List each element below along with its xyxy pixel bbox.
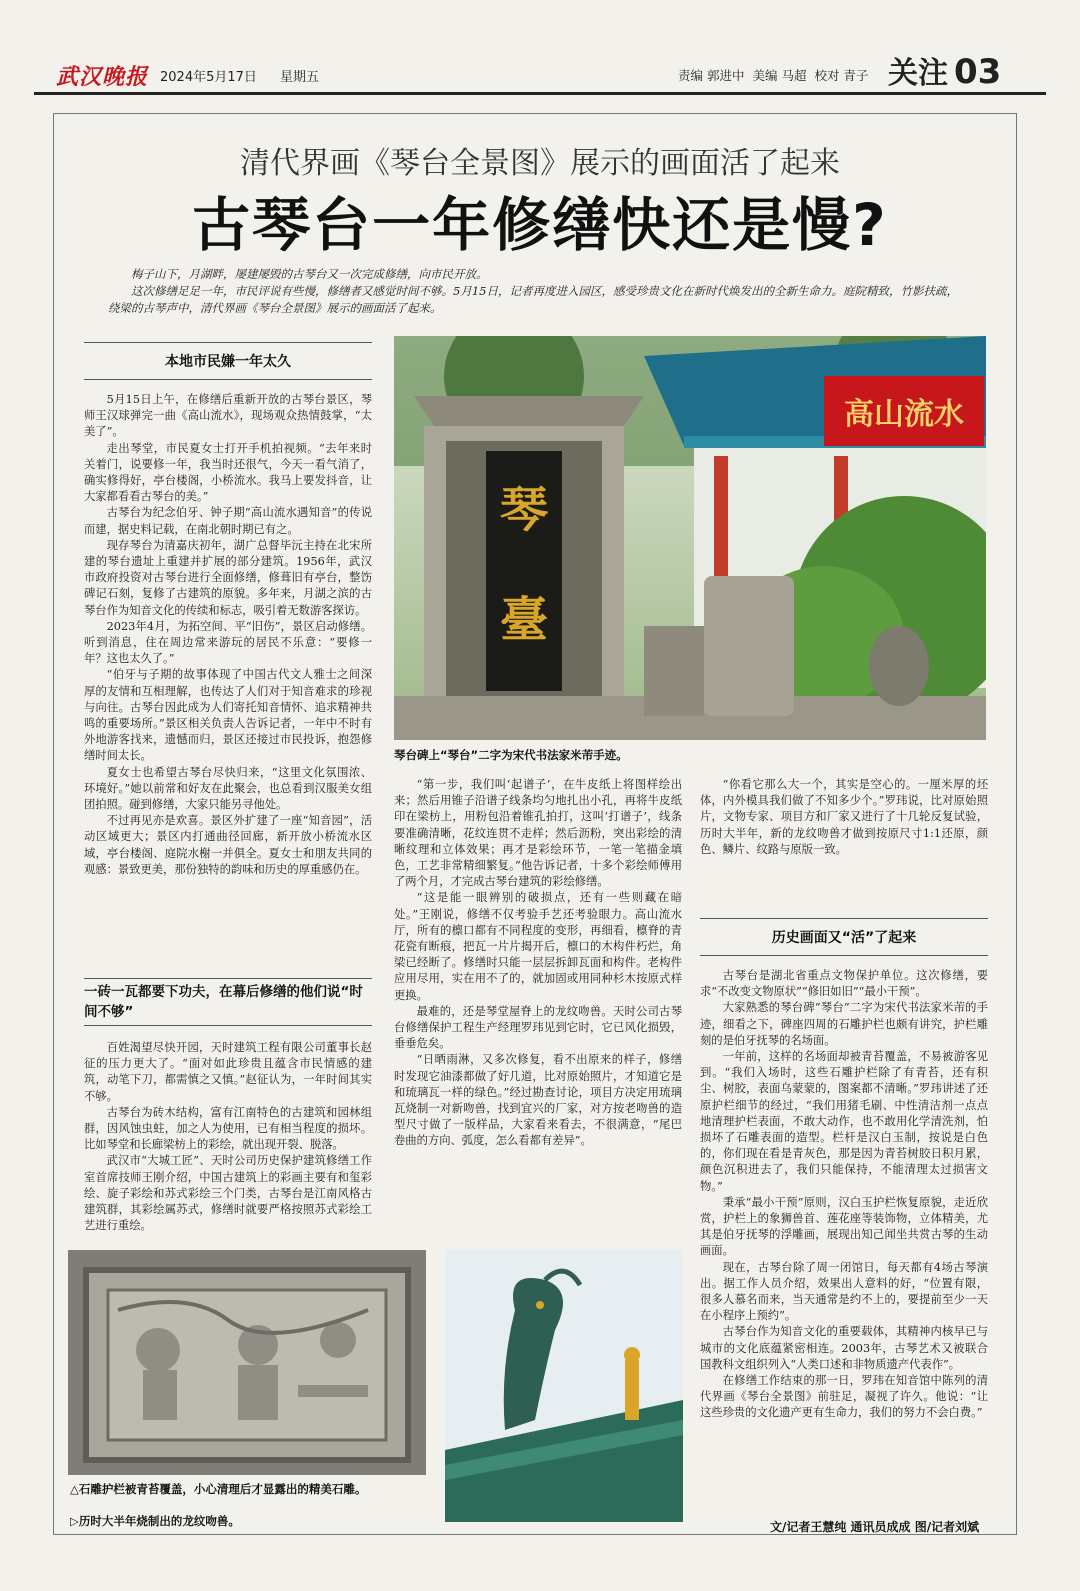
pavilion-sign-text: 高山流水 — [844, 397, 964, 432]
section-label — [888, 48, 1001, 92]
paragraph: 最难的，还是琴堂屋脊上的龙纹吻兽。天时公司古琴台修缮保护工程生产经理罗玮见到它时，它已风化损毁，垂垂危矣。 — [394, 1004, 682, 1051]
masthead: 武汉晚报 — [56, 65, 149, 90]
editor-credit: 美编 马超 — [752, 68, 807, 83]
lede-paragraph: 这次修缮足足一年，市民评说有些慢，修缮者又感觉时间不够。5月15日，记者再度进入园区，感受珍贵文化在新时代焕发出的全新生命力。庭院精致，竹影扶疏，绕梁的古琴声中，清代界画《琴台全景图》展示的画面活了起来。 — [108, 284, 958, 315]
stele-char-2: 臺 — [499, 592, 549, 648]
paragraph: 古琴台为纪念伯牙、钟子期“高山流水遇知音”的传说而建，据史料记载，在南北朝时期已有之。 — [84, 506, 372, 536]
section3-title: 历史画面又“活”了起来 — [700, 918, 988, 956]
paragraph: 夏女士也希望古琴台尽快归来，“这里文化氛围浓、环境好。”她以前常和好友在此聚会，也总看到汉服美女组团拍照。碰到修缮，大家只能另寻他处。 — [84, 765, 372, 812]
editor-credit: 校对 青子 — [814, 68, 869, 83]
dragon-ornament-caption: ▷历时大半年烧制出的龙纹吻兽。 — [70, 1514, 240, 1528]
article-subtitle: 清代界画《琴台全景图》展示的画面活了起来 — [240, 146, 840, 181]
paragraph: 大家熟悉的琴台碑“琴台”二字为宋代书法家米芾的手迹，细看之下，碑座四周的石雕护栏也颇有讲究，护栏雕刻的是伯牙抚琴的名场面。 — [700, 1001, 988, 1047]
section3-body — [700, 968, 988, 1510]
paragraph: 古琴台作为知音文化的重要载体，其精神内核早已与城市的文化底蕴紧密相连。2003年，古琴艺术又被联合国教科文组织列入“人类口述和非物质遗产代表作”。 — [700, 1325, 988, 1371]
section2-title: 一砖一瓦都要下功夫，在幕后修缮的他们说“时间不够” — [84, 978, 372, 1026]
paragraph: “这是能一眼辨别的破损点，还有一些则藏在暗处。”王刚说，修缮不仅考验手艺还考验眼力。高山流水厅，所有的檩口都有不同程度的变形，再细看，檩脊的青花瓷有断痕，把瓦一片片揭开后，檩口的木构件朽烂，角梁已经断了。修缮时只能一层层拆卸瓦面和构件。老构件应用尽用，实在用不了的，就加固或用同种杉木按原式样更换。 — [394, 891, 682, 1002]
stele-photo-caption: 琴台碑上“琴台”二字为宋代书法家米芾手迹。 — [394, 748, 628, 762]
paragraph: 不过再见亦是欢喜。景区外扩建了一座“知音园”，活动区域更大；景区内打通曲径回廊，新开放小桥流水区域，亭台楼阁、庭院水榭一并俱全。夏女士和朋友共同的观感：景致更美，那份独特的韵味和历史的厚重感仍在。 — [84, 814, 372, 876]
paragraph: 百姓渴望尽快开园，天时建筑工程有限公司董事长赵征的压力更大了。“面对如此珍贵且蕴含市民情感的建筑，动笔下刀，都需慎之又慎。”赵征认为，一年时间其实不够。 — [84, 1041, 372, 1103]
editor-credits — [678, 66, 872, 84]
paragraph: 古琴台为砖木结构，富有江南特色的古建筑和园林组群，因风蚀虫蛀，加之人为使用，已有相当程度的损坏。比如琴堂和长廊梁枋上的彩绘，就出现开裂、脱落。 — [84, 1105, 372, 1152]
editor-credit: 责编 郭进中 — [678, 68, 745, 83]
paragraph: 2023年4月，为拓空间、平“旧伤”，景区启动修缮。听到消息，住在周边常来游玩的居民不乐意：“要修一年？这也太久了。” — [84, 619, 372, 666]
stone-relief-illustration — [68, 1250, 426, 1475]
stone-relief-caption: △石雕护栏被青苔覆盖，小心清理后才显露出的精美石雕。 — [70, 1482, 367, 1496]
section1-body — [84, 392, 372, 960]
section-name: 关注 — [888, 56, 948, 91]
paragraph: 现存琴台为清嘉庆初年，湖广总督毕沅主持在北宋所建的琴台遗址上重建并扩展的部分建筑。1956年，武汉市政府投资对古琴台进行全面修缮，修葺旧有亭台，整饬碑记石刻，复修了古建筑的原貌。多年来，月湖之滨的古琴台作为知音文化的传续和标志，吸引着无数游客探访。 — [84, 538, 372, 617]
paragraph: “第一步，我们叫‘起谱子’，在牛皮纸上将图样绘出来；然后用锥子沿谱子线条均匀地扎出小孔，再将牛皮纸印在梁枋上，用粉包沿着锥孔拍打，这叫‘打谱子’，线条要准确清晰，花纹连贯不走样；然后沥粉，突出彩绘的清晰纹理和立体效果；再才是彩绘环节，一笔一笔描金填色，工艺非常精细繁复。”他告诉记者，十多个彩绘师傅用了两个月，才完成古琴台建筑的彩绘修缮。 — [394, 778, 682, 889]
issue-date: 2024年5月17日 — [160, 70, 257, 85]
paragraph: 古琴台是湖北省重点文物保护单位。这次修缮，要求“不改变文物原状”“修旧如旧”“最小干预”。 — [700, 969, 988, 999]
issue-weekday: 星期五 — [280, 70, 320, 85]
paragraph: 现在，古琴台除了周一闭馆日，每天都有4场古琴演出。据工作人员介绍，效果出人意料的好，“位置有限，很多人慕名而来，当天通常是约不上的，要提前至少一天在小程序上预约”。 — [700, 1260, 988, 1323]
section1-title: 本地市民嫌一年太久 — [84, 342, 372, 380]
paragraph: 秉承“最小干预”原则，汉白玉护栏恢复原貌，走近欣赏，护栏上的象狮兽首、莲花座等装饰物，立体精美，尤其是伯牙抚琴的浮雕画，展现出知己闻坐共赏古琴的生动画面。 — [700, 1195, 988, 1258]
paragraph: “伯牙与子期的故事体现了中国古代文人雅士之间深厚的友情和互相理解，也传达了人们对于知音难求的珍视与向往。古琴台因此成为人们寄托知音情怀、追求精神共鸣的重要场所。”景区相关负责人告诉记者，一年中不时有外地游客找来，遗憾而归，景区还接过市民投诉，抱怨修缮时间太长。 — [84, 668, 372, 763]
article-lede — [108, 266, 968, 317]
paragraph: 5月15日上午，在修缮后重新开放的古琴台景区，琴师王汉球弹完一曲《高山流水》，现场观众热情鼓掌，“太美了”。 — [84, 393, 372, 439]
article-headline: 古琴台一年修缮快还是慢? — [192, 191, 888, 259]
paragraph: 在修缮工作结束的那一日，罗玮在知音馆中陈列的清代界画《琴台全景图》前驻足，凝视了许久。他说：“让这些珍贵的文化遗产更有生命力，我们的努力不会白费。” — [700, 1374, 988, 1420]
article-byline: 文/记者王慧纯 通讯员成成 图/记者刘斌 — [770, 1520, 980, 1534]
lede-paragraph: 梅子山下，月湖畔，屡建屡毁的古琴台又一次完成修缮，向市民开放。 — [131, 267, 488, 281]
header-rule — [34, 92, 1046, 95]
paragraph: “你看它那么大一个，其实是空心的。一厘米厚的坯体，内外模具我们做了不知多少个。”罗玮说，比对原始照片，文物专家、项目方和厂家又进行了十几轮反复试验，历时大半年，新的龙纹吻兽才做到按原尺寸1:1还原，颜色、鳞片、纹路与原版一致。 — [700, 778, 988, 856]
paragraph: 一年前，这样的名场面却被青苔覆盖，不易被游客见到。“我们入场时，这些石雕护栏除了有青苔，还有积尘、树胶，表面乌蒙蒙的，图案都不清晰。”罗玮讲述了还原护栏细节的经过，“我们用猪毛刷、中性清洁剂一点点地清理护栏表面，不敢大动作，也不敢用化学清洗剂，怕损坏了石雕表面的造型。栏杆是汉白玉制，按说是白色的，你们现在看是青灰色，那是因为青苔树胶日积月累，颜色沉积进去了，我们只能保持，不能清理太过损害文物。” — [700, 1050, 988, 1193]
dragon-ornament-photo — [445, 1250, 683, 1522]
paragraph: “日晒雨淋，又多次修复，看不出原来的样子，修缮时发现它油漆都做了好几道，比对原始照片，才知道它是和琉璃瓦一样的绿色。”经过勘查讨论，项目方决定用琉璃瓦烧制一对新吻兽，找到宜兴的厂家，对方按老吻兽的造型尺寸做了一版样品，大家看来看去，不很满意，“尾巴卷曲的方向、弧度，怎么看都有差异”。 — [394, 1053, 682, 1148]
paragraph: 走出琴堂，市民夏女士打开手机拍视频。“去年来时关着门，说要修一年，我当时还很气，今天一看气消了，确实修得好，亭台楼阁，小桥流水。我马上要发抖音，让大家都看看古琴台的美。” — [84, 441, 372, 504]
paragraph: 武汉市“大城工匠”、天时公司历史保护建筑修缮工作室首席技师王刚介绍，中国古建筑上的彩画主要有和玺彩绘、旋子彩绘和苏式彩绘三个门类，古琴台是江南风格古建筑群，其彩绘属苏式，修缮时就要严格按照苏式彩绘工艺进行重绘。 — [84, 1154, 372, 1233]
page-number: 03 — [954, 52, 1002, 92]
stele-illustration — [394, 336, 986, 740]
stone-relief-photo — [68, 1250, 426, 1475]
dragon-ornament-illustration — [445, 1250, 683, 1522]
section2-body-end — [700, 777, 988, 901]
section2-body — [84, 1040, 372, 1234]
stele-photo — [394, 336, 986, 740]
stele-char-1: 琴 — [499, 482, 549, 538]
section2-body-cont — [394, 777, 682, 1239]
